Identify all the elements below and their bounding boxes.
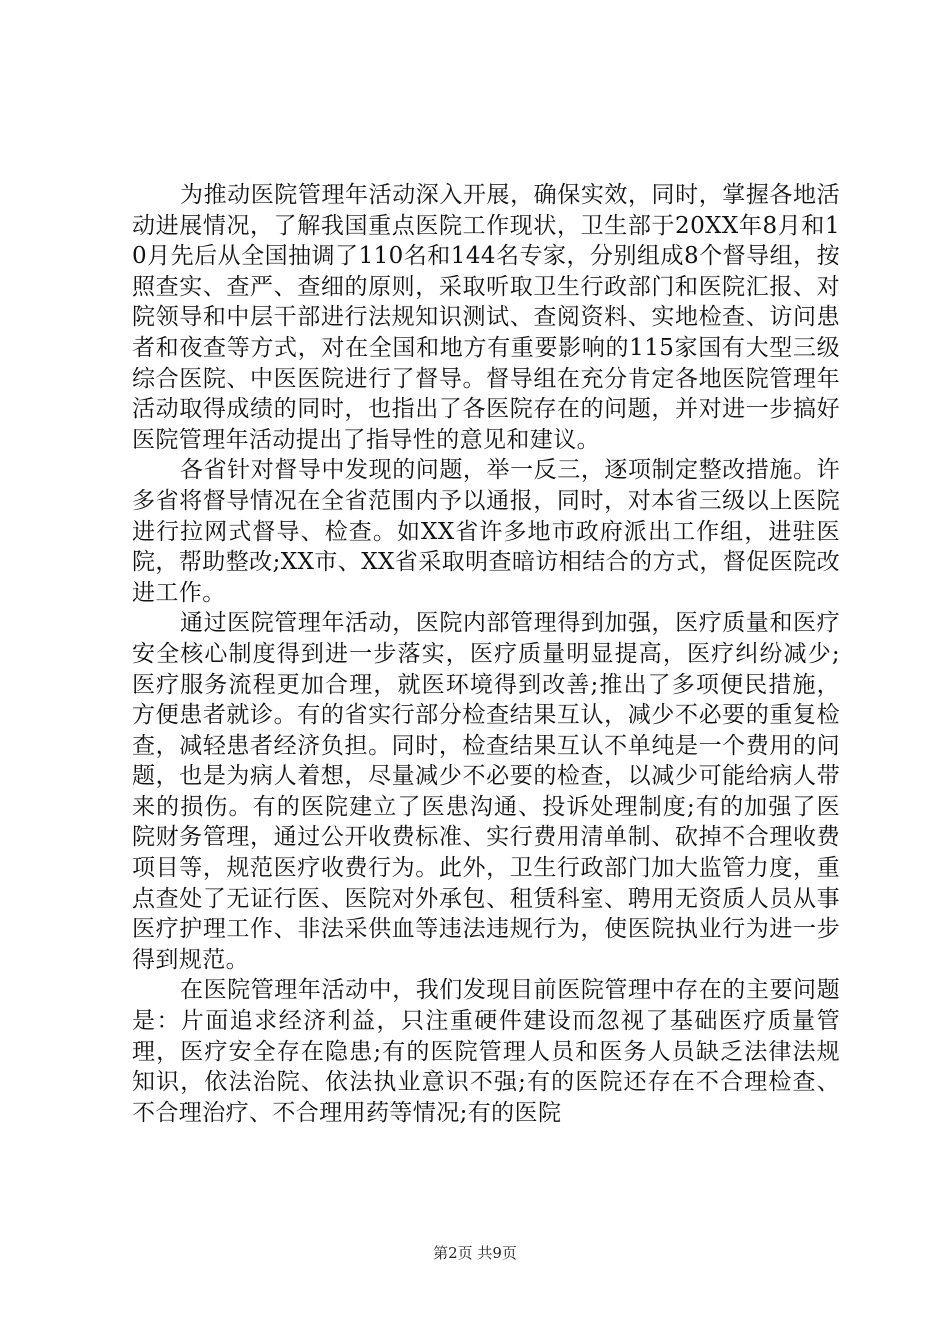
document-body xyxy=(132,180,840,1128)
paragraph-4: 在医院管理年活动中，我们发现目前医院管理中存在的主要问题是：片面追求经济利益，只注重硬件建设而忽视了基础医疗质量管理，医疗安全存在隐患;有的医院管理人员和医务人员缺乏法律法规知识，依法治院、依法执业意识不强;有的医院还存在不合理检查、不合理治疗、不合理用药等情况;有的医院 xyxy=(132,977,840,1126)
paragraph-3: 通过医院管理年活动，医院内部管理得到加强，医疗质量和医疗安全核心制度得到进一步落实，医疗质量明显提高，医疗纠纷减少;医疗服务流程更加合理，就医环境得到改善;推出了多项便民措施，方便患者就诊。有的省实行部分检查结果互认，减少不必要的重复检查，减轻患者经济负担。同时，检查结果互认不单纯是一个费用的问题，也是为病人着想，尽量减少不必要的检查，以减少可能给病人带来的损伤。有的医院建立了医患沟通、投诉处理制度;有的加强了医院财务管理，通过公开收费标准、实行费用清单制、砍掉不合理收费项目等，规范医疗收费行为。此外，卫生行政部门加大监管力度，重点查处了无证行医、医院对外承包、租赁科室、聘用无资质人员从事医疗护理工作、非法采供血等违法违规行为，使医院执业行为进一步得到规范。 xyxy=(132,610,840,973)
paragraph-1: 为推动医院管理年活动深入开展，确保实效，同时，掌握各地活动进展情况，了解我国重点医院工作现状，卫生部于20XX年8月和10月先后从全国抽调了110名和144名专家，分别组成8个督导组，按照查实、查严、查细的原则，采取听取卫生行政部门和医院汇报、对院领导和中层干部进行法规知识测试、查阅资料、实地检查、访问患者和夜查等方式，对在全国和地方有重要影响的115家国有大型三级综合医院、中医医院进行了督导。督导组在充分肯定各地医院管理年活动取得成绩的同时，也指出了各医院存在的问题，并对进一步搞好医院管理年活动提出了指导性的意见和建议。 xyxy=(132,182,840,453)
page-footer: 第2页 共9页 xyxy=(433,1244,517,1262)
paragraph-2: 各省针对督导中发现的问题，举一反三，逐项制定整改措施。许多省将督导情况在全省范围内予以通报，同时，对本省三级以上医院进行拉网式督导、检查。如XX省许多地市政府派出工作组，进驻医院，帮助整改;XX市、XX省采取明查暗访相结合的方式，督促医院改进工作。 xyxy=(132,457,840,606)
